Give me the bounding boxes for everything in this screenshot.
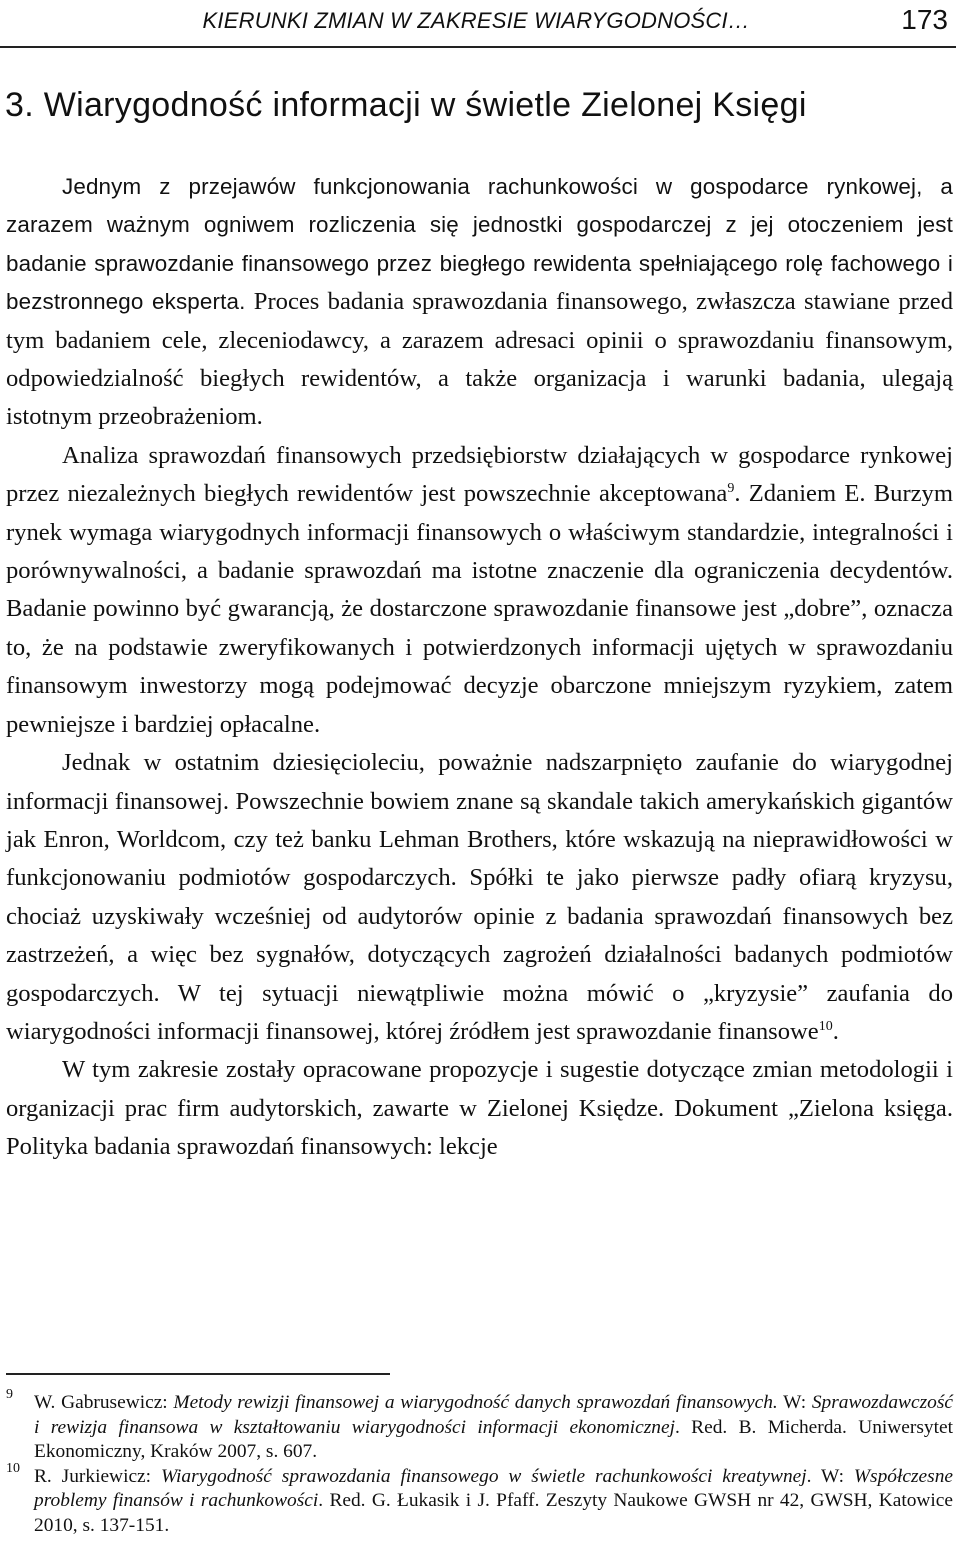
footnote-text: . Red. G. Łukasik i J. Pfaff. Zeszyty Naukowe GWSH nr 42, GWSH, Katowice 2010, s. 137-151. (34, 1490, 954, 1536)
footnote-title: Wiarygodność sprawozdania finansowego w świetle rachunkowości kreatywnej (160, 1465, 807, 1487)
paragraph-3-text-b: . (832, 1017, 839, 1045)
footnote-text: R. Jurkiewicz: (34, 1465, 161, 1487)
footnote-text: W. Gabrusewicz: (34, 1392, 174, 1413)
paragraph-1-sans-run: Jednym z przejawów funkcjonowania rachunkowości w gospodarce rynkowej, a zarazem ważnym ogniwem rozliczenia się jednostki gospodarczej z jej otoczeniem jest badanie sprawozdanie finansowego przez biegłego rewidenta spełniającego rolę fachowego i bezstronnego eksperta. (6, 174, 953, 315)
paragraph-2-text-b: . Zdaniem E. Burzym rynek wymaga wiarygodnych informacji finansowych o właściwym standardzie, integralności i porównywalności, a badanie sprawozdań ma istotne znaczenie dla ograniczenia decydentów. Badanie powinno być gwarancją, że dostarczone sprawozdanie finansowe jest „dobre”, oznacza to, że na podstawie zweryfikowanych i potwierdzonych informacji ujętych w sprawozdaniu finansowym inwestorzy mogą podejmować decyzje obarczone mniejszym ryzykiem, zatem pewniejsze i bardziej opłacalne. (6, 480, 953, 738)
footnote-mark: 9 (6, 1387, 13, 1402)
footnote-9 (6, 1387, 953, 1465)
paragraph-1-serif-run: Proces badania sprawozdania finansowego, zwłaszcza stawiane przed tym badaniem cele, zleceniodawcy, a zarazem adresaci opinii o sprawozdaniu finansowym, odpowiedzialność biegłych rewidentów, a także organizacja i warunki badania, ulegają istotnym przeobrażeniom. (6, 288, 953, 431)
footnote-title: Metody rewizji finansowej a wiarygodność danych sprawozdań finansowych. (173, 1392, 778, 1413)
body-text (6, 168, 953, 1167)
paragraph-3-text-a: Jednak w ostatnim dziesięcioleciu, poważnie nadszarpnięto zaufanie do wiarygodnej informacji finansowej. Powszechnie bowiem znane są skandale takich amerykańskich gigantów jak Enron, Worldcom, czy też banku Lehman Brothers, które wskazują na nieprawidłowości w funkcjonowaniu podmiotów gospodarczych. Spółki te jako pierwsze padły ofiarą kryzysu, chociaż uzyskiwały wcześniej od audytorów opinie z badania sprawozdań finansowych bez zastrzeżeń, a więc bez sygnałów, dotyczących zagrożeń działalności badanych podmiotów gospodarczych. W tej sytuacji niewątpliwie można mówić o „kryzysie” zaufania do wiarygodności informacji finansowej, której źródłem jest sprawozdanie finansowe (6, 749, 953, 1045)
footnote-ref-9[interactable]: 9 (727, 481, 735, 497)
paragraph-1 (6, 168, 953, 437)
footnote-text: . W: (806, 1465, 854, 1487)
footnote-mark: 10 (6, 1460, 20, 1476)
footnote-ref-10[interactable]: 10 (818, 1018, 833, 1034)
paragraph-2 (6, 437, 953, 744)
footnote-book-title: Sprawozdawczość i rewizja finansowa w kształtowaniu wiarygodności informacji ekonomicznej (34, 1392, 953, 1438)
footnote-text: W: (777, 1392, 812, 1413)
page-number: 173 (901, 4, 948, 35)
paragraph-2-text-a: Analiza sprawozdań finansowych przedsiębiorstw działających w gospodarce rynkowej przez niezależnych biegłych rewidentów jest powszechnie akceptowana (6, 441, 953, 508)
footnote-separator (6, 1373, 390, 1375)
footnote-10 (6, 1460, 954, 1539)
footnote-text: . Red. B. Micherda. Uniwersytet Ekonomiczny, Kraków 2007, s. 607. (34, 1416, 953, 1463)
section-heading: 3. Wiarygodność informacji w świetle Zielonej Księgi (5, 86, 807, 124)
footnotes (6, 1387, 954, 1539)
footnote-book-title: Współczesne problemy finansów i rachunkowości (34, 1465, 953, 1512)
running-header (0, 0, 956, 48)
running-title: KIERUNKI ZMIAN W ZAKRESIE WIARYGODNOŚCI… (202, 8, 750, 33)
paragraph-4: W tym zakresie zostały opracowane propozycje i sugestie dotyczące zmian metodologii i organizacji prac firm audytorskich, zawarte w Zielonej Księdze. Dokument „Zielona księga. Polityka badania sprawozdań finansowych: lekcje (6, 1056, 953, 1161)
paragraph-3 (6, 744, 953, 1051)
